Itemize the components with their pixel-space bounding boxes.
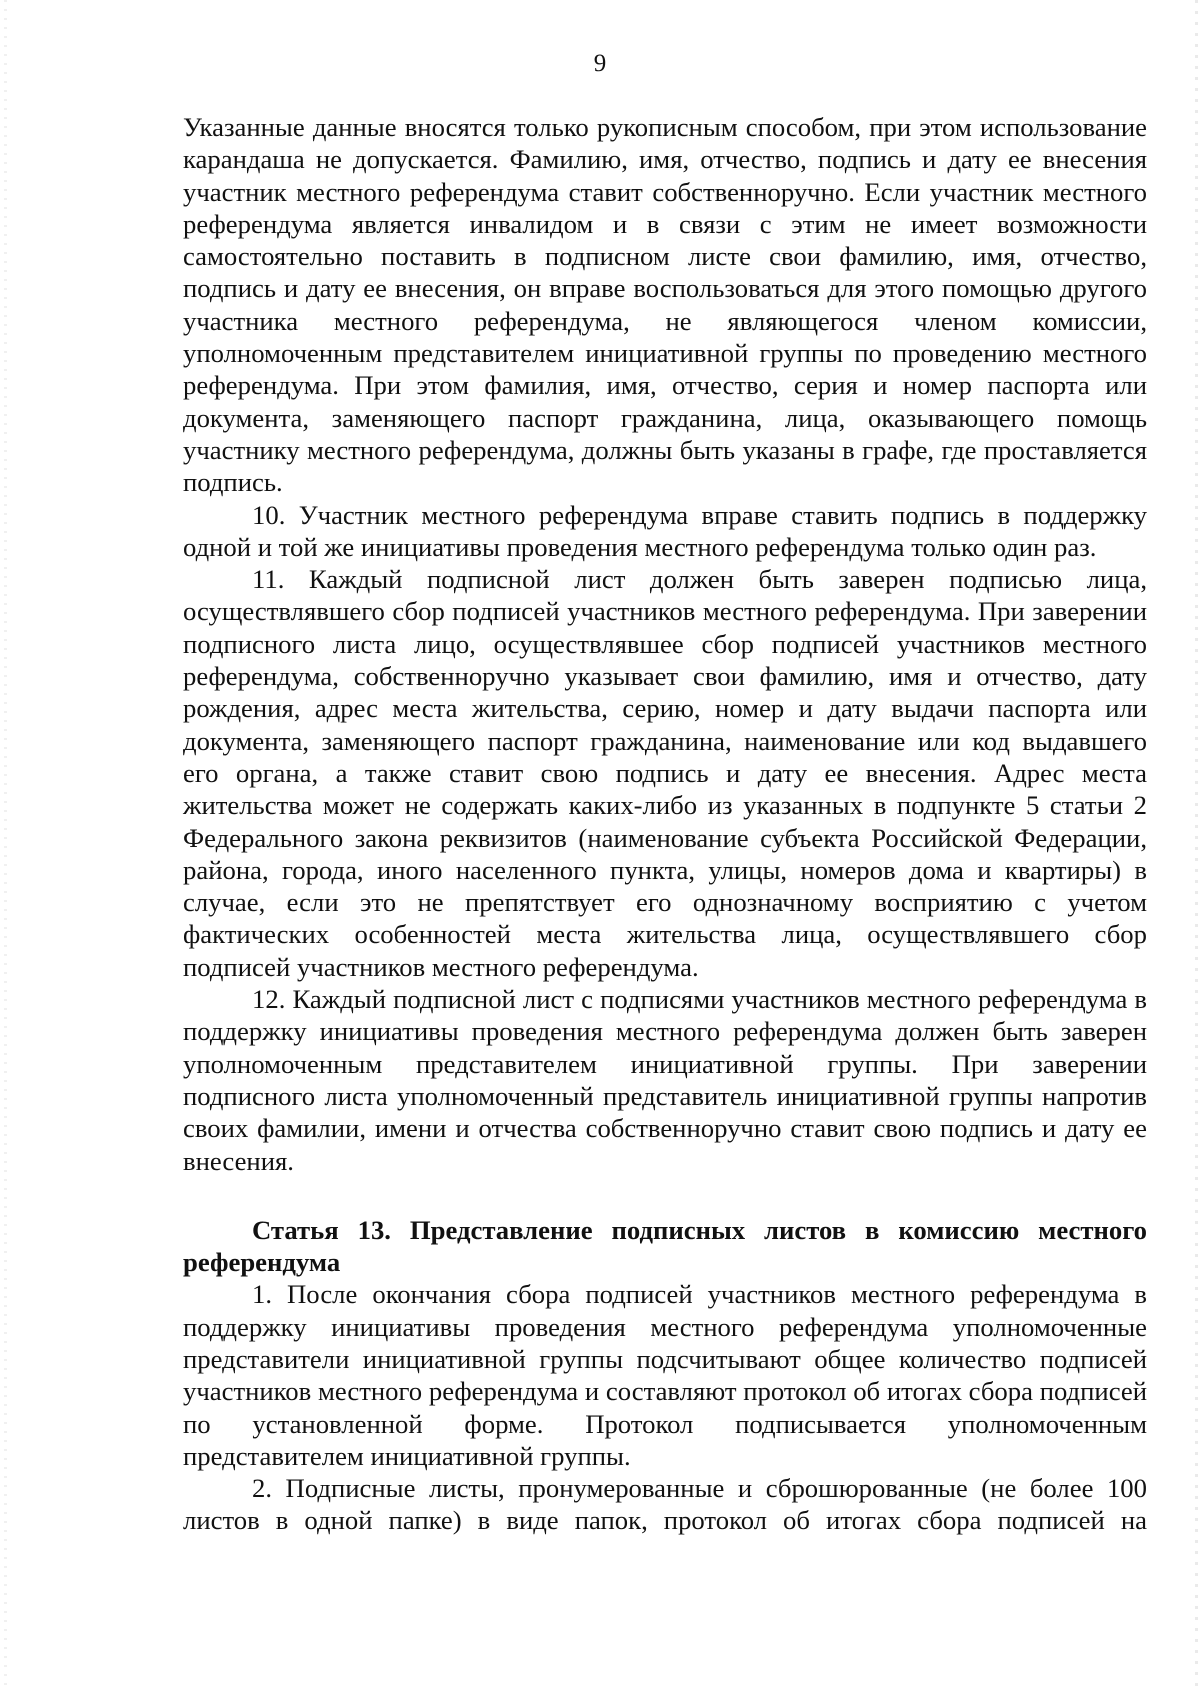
paragraph-item-11: 11. Каждый подписной лист должен быть заверен подписью лица, осуществлявшего сбор подписей участников местного референдума. При заверении подписного листа лицо, осуществлявшее сбор подписей участников местного референдума, собственноручно указывает свои фамилию, имя и отчество, дату рождения, адрес места жительства, серию, номер и дату выдачи паспорта или документа, заменяющего паспорт гражданина, наименование или код выдавшего его органа, а также ставит свою подпись и дату ее внесения. Адрес места жительства может не содержать каких-либо из указанных в подпункте 5 статьи 2 Федерального закона реквизитов (наименование субъекта Российской Федерации, района, города, иного населенного пункта, улицы, номеров дома и квартиры) в случае, если это не препятствует его однозначному восприятию с учетом фактических особенностей места жительства лица, осуществлявшего сбор подписей участников местного референдума. xyxy=(183,564,1147,982)
article-heading: Статья 13. Представление подписных листов в комиссию местного референдума xyxy=(183,1214,1147,1278)
paragraph-item-10: 10. Участник местного референдума вправе ставить подпись в поддержку одной и той же инициативы проведения местного референдума только один раз. xyxy=(183,499,1147,562)
scan-edge-right xyxy=(1195,0,1198,1686)
article-paragraph-1: 1. После окончания сбора подписей участников местного референдума в поддержку инициативы проведения местного референдума уполномоченные представители инициативной группы подсчитывают общее количество подписей участников местного референдума и составляют протокол об итогах сбора подписей по установленной форме. Протокол подписывается уполномоченным представителем инициативной группы. xyxy=(183,1279,1147,1471)
scan-edge-left xyxy=(4,0,7,1686)
document-body xyxy=(183,111,1147,1537)
paragraph-continuation: Указанные данные вносятся только рукописным способом, при этом использование карандаша не допускается. Фамилию, имя, отчество, подпись и дату ее внесения участник местного референдума ставит собственноручно. Если участник местного референдума является инвалидом и в связи с этим не имеет возможности самостоятельно поставить в подписном листе свои фамилию, имя, отчество, подпись и дату ее внесения, он вправе воспользоваться для этого помощью другого участника местного референдума, не являющегося членом комиссии, уполномоченным представителем инициативной группы по проведению местного референдума. При этом фамилия, имя, отчество, серия и номер паспорта или документа, заменяющего паспорт гражданина, лица, оказывающего помощь участнику местного референдума, должны быть указаны в графе, где проставляется подпись. xyxy=(183,112,1147,498)
page-number: 9 xyxy=(593,50,607,77)
paragraph-item-12: 12. Каждый подписной лист с подписями участников местного референдума в поддержку инициативы проведения местного референдума должен быть заверен уполномоченным представителем инициативной группы. При заверении подписного листа уполномоченный представитель инициативной группы напротив своих фамилии, имени и отчества собственноручно ставит свою подпись и дату ее внесения. xyxy=(183,984,1147,1176)
article-paragraph-2: 2. Подписные листы, пронумерованные и сброшюрованные (не более 100 листов в одной папке) в виде папок, протокол об итогах сбора подписей на xyxy=(183,1473,1147,1536)
